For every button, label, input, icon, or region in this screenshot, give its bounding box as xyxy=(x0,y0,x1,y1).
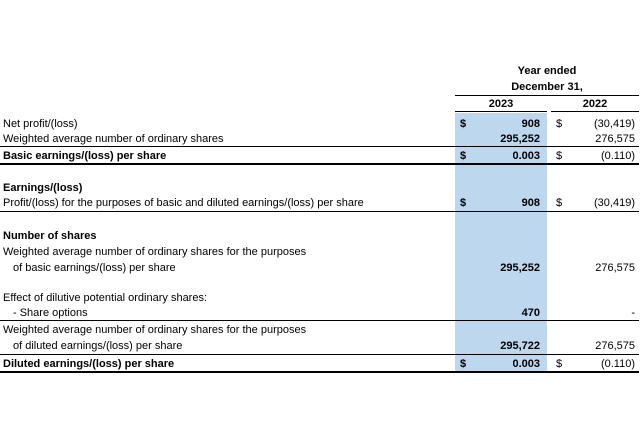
value-2023: 295,252 xyxy=(500,133,540,145)
value-2022: (0.110) xyxy=(600,358,635,370)
row-label-weighted-basic-line1: Weighted average number of ordinary shares for the purposes xyxy=(3,246,307,258)
header-divider xyxy=(455,95,639,96)
currency-2022: $ xyxy=(556,150,563,162)
row-divider xyxy=(0,354,639,355)
value-2022: (0.110) xyxy=(600,150,635,162)
value-2023: 0.003 xyxy=(512,150,540,162)
currency-2022: $ xyxy=(556,118,563,130)
row-label-share-options: - Share options xyxy=(13,307,88,319)
column-header-2022: 2022 xyxy=(582,98,608,110)
row-label-dilutive-effect: Effect of dilutive potential ordinary shares: xyxy=(3,292,208,304)
header-title-line1: Year ended xyxy=(517,65,577,77)
section-heading-earnings: Earnings/(loss) xyxy=(3,182,83,194)
currency-2022: $ xyxy=(556,197,563,209)
row-label-weighted-diluted-line1: Weighted average number of ordinary shares for the purposes xyxy=(3,324,307,336)
currency-2022: $ xyxy=(556,358,563,370)
row-label-weighted-basic-line2: of basic earnings/(loss) per share xyxy=(13,262,176,274)
currency-2023: $ xyxy=(460,118,467,130)
value-2023: 908 xyxy=(521,118,540,130)
row-divider xyxy=(0,211,639,212)
value-2023: 908 xyxy=(521,197,540,209)
row-label-diluted-eps: Diluted earnings/(loss) per share xyxy=(3,358,175,370)
value-2023: 295,722 xyxy=(500,340,540,352)
row-label-net-profit: Net profit/(loss) xyxy=(3,118,78,130)
row-label-profit-purposes: Profit/(loss) for the purposes of basic and diluted earnings/(loss) per share xyxy=(3,197,364,209)
currency-2023: $ xyxy=(460,150,467,162)
value-2022: (30,419) xyxy=(594,118,635,130)
header-title-line2: December 31, xyxy=(511,81,583,93)
value-2022: 276,575 xyxy=(595,340,635,352)
row-label-weighted-average-shares: Weighted average number of ordinary shares xyxy=(3,133,224,145)
section-heading-number-of-shares: Number of shares xyxy=(3,230,97,242)
row-label-weighted-diluted-line2: of diluted earnings/(loss) per share xyxy=(13,340,183,352)
total-underline xyxy=(0,371,639,373)
row-divider xyxy=(0,146,639,147)
value-2022: - xyxy=(631,307,635,319)
value-2022: 276,575 xyxy=(595,262,635,274)
value-2023: 0.003 xyxy=(512,358,540,370)
value-2022: (30,419) xyxy=(594,197,635,209)
column-2022-underline xyxy=(551,111,639,112)
value-2023: 470 xyxy=(521,307,540,319)
column-2023-underline xyxy=(455,111,547,112)
value-2023: 295,252 xyxy=(500,262,540,274)
row-label-basic-eps: Basic earnings/(loss) per share xyxy=(3,150,167,162)
currency-2023: $ xyxy=(460,358,467,370)
value-2022: 276,575 xyxy=(595,133,635,145)
total-underline xyxy=(0,163,639,165)
currency-2023: $ xyxy=(460,197,467,209)
row-divider xyxy=(0,320,639,321)
column-header-2023: 2023 xyxy=(488,98,514,110)
